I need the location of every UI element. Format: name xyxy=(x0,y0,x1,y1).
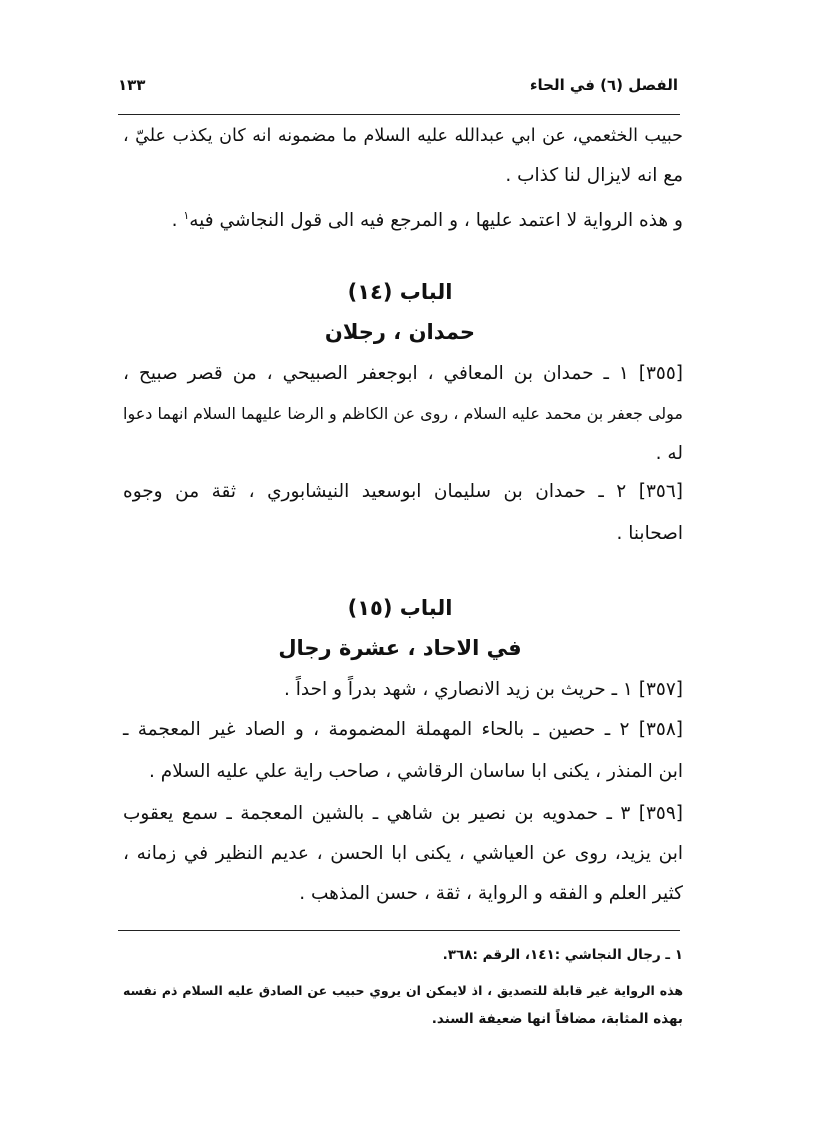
entry-359-line: ابن يزيد، روى عن العياشي ، يكنى ابا الحسن ، عديم النظير في زمانه ، xyxy=(123,843,683,864)
header-rule xyxy=(118,114,680,115)
entry-358-line: ابن المنذر ، يكنى ابا ساسان الرقاشي ، صاحب راية علي عليه السلام . xyxy=(149,761,683,782)
entry-358-line: [٣٥٨] ٢ ـ حصين ـ بالحاء المهملة المضمومة ، و الصاد غير المعجمة ـ xyxy=(123,719,683,740)
chapter-15-subtitle: في الاحاد ، عشرة رجال xyxy=(278,636,522,660)
entry-357-line: [٣٥٧] ١ ـ حريث بن زيد الانصاري ، شهد بدراً و احداً . xyxy=(284,679,683,700)
chapter-15-title: الباب (١٥) xyxy=(347,596,453,620)
entry-359-line: كثير العلم و الفقه و الرواية ، ثقة ، حسن المذهب . xyxy=(299,883,683,904)
footnote-marker: ١ xyxy=(183,209,190,222)
entry-356-line: [٣٥٦] ٢ ـ حمدان بن سليمان ابوسعيد النيشابوري ، ثقة من وجوه xyxy=(123,481,683,502)
chapter-running-title: الفصل (٦) في الحاء xyxy=(529,76,678,94)
entry-355-line: [٣٥٥] ١ ـ حمدان بن المعافي ، ابوجعفر الصبيحي ، من قصر صبيح ، xyxy=(123,363,683,384)
body-line-end: . xyxy=(171,210,184,232)
entry-359-line: [٣٥٩] ٣ ـ حمدويه بن نصير بن شاهي ـ بالشين المعجمة ـ سمع يعقوب xyxy=(123,803,683,824)
body-line: حبيب الخثعمي، عن ابي عبدالله عليه السلام ما مضمونه انه كان يكذب عليّ ، xyxy=(123,126,683,146)
entry-355-line: له . xyxy=(655,443,683,464)
chapter-14-title: الباب (١٤) xyxy=(347,280,453,304)
page-number: ١٣٣ xyxy=(118,76,146,94)
entry-355-line: مولى جعفر بن محمد عليه السلام ، روى عن الكاظم و الرضا عليهما السلام انهما دعوا xyxy=(123,404,683,423)
footnote-note-line: هذه الرواية غير قابلة للتصديق ، اذ لايمكن ان يروي حبيب عن الصادق عليه السلام ذم نفسه xyxy=(123,983,683,998)
body-line-text: و هذه الرواية لا اعتمد عليها ، و المرجع فيه الى قول النجاشي فيه xyxy=(189,210,683,232)
footnote-1: ١ ـ رجال النجاشي :١٤١، الرقم :٣٦٨. xyxy=(442,947,683,963)
running-header xyxy=(118,70,678,106)
footnote-rule xyxy=(118,930,680,931)
body-line: مع انه لايزال لنا كذاب . xyxy=(505,165,683,186)
chapter-14-subtitle: حمدان ، رجلان xyxy=(324,320,476,344)
entry-356-line: اصحابنا . xyxy=(616,523,683,544)
footnote-note-line: بهذه المثابة، مضافاً انها ضعيفة السند. xyxy=(431,1011,683,1027)
body-line xyxy=(123,196,683,241)
